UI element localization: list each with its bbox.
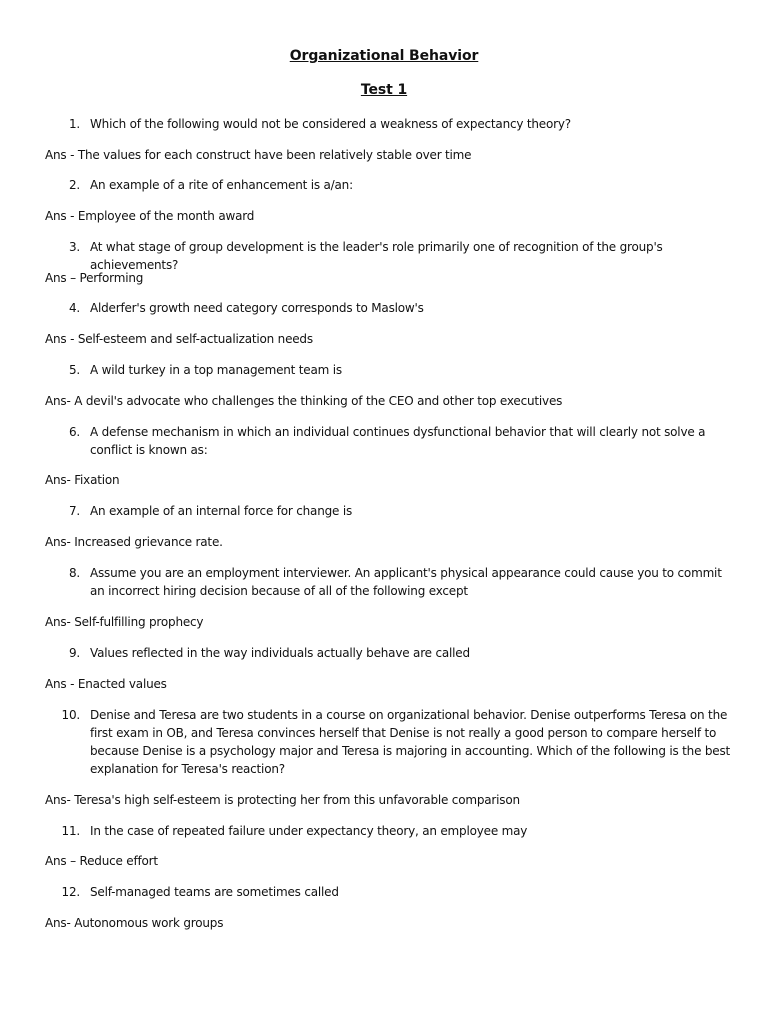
question-text: Values reflected in the way individuals actually behave are called bbox=[90, 646, 470, 660]
question-text: Assume you are an employment interviewer. An applicant's physical appearance could cause you to commit an incorrect hiring decision because of all of the following except bbox=[90, 566, 722, 598]
qa-item-9 bbox=[0, 644, 768, 691]
question-text: At what stage of group development is the leader's role primarily one of recognition of the group's achievements? bbox=[90, 240, 663, 272]
question-number: 4. bbox=[68, 301, 80, 315]
answer: Ans- A devil's advocate who challenges the thinking of the CEO and other top executives bbox=[45, 394, 563, 408]
question-number: 3. bbox=[68, 240, 80, 254]
question-text: A wild turkey in a top management team is bbox=[90, 363, 342, 377]
question-text: An example of an internal force for change is bbox=[90, 504, 353, 518]
answer: Ans- Self-fulfilling prophecy bbox=[45, 615, 204, 629]
qa-item-11 bbox=[0, 822, 768, 868]
qa-item-7 bbox=[0, 502, 768, 549]
answer: Ans- Increased grievance rate. bbox=[45, 535, 223, 549]
answer: Ans - The values for each construct have been relatively stable over time bbox=[45, 148, 472, 162]
question-number: 6. bbox=[68, 425, 80, 439]
question bbox=[0, 502, 768, 520]
question-number: 1. bbox=[68, 117, 80, 131]
question bbox=[0, 361, 768, 379]
question-text: Alderfer's growth need category corresponds to Maslow's bbox=[90, 301, 424, 315]
qa-item-1 bbox=[0, 115, 768, 162]
answer: Ans - Self-esteem and self-actualization needs bbox=[45, 332, 313, 346]
question-text: A defense mechanism in which an individual continues dysfunctional behavior that will clearly not solve a conflict is known as: bbox=[90, 425, 706, 457]
answer: Ans - Employee of the month award bbox=[45, 209, 255, 223]
qa-item-3 bbox=[0, 238, 768, 285]
qa-item-5 bbox=[0, 361, 768, 408]
question-number: 5. bbox=[68, 363, 80, 377]
question-number: 8. bbox=[68, 566, 80, 580]
qa-item-8 bbox=[0, 564, 768, 629]
question bbox=[0, 423, 768, 459]
answer: Ans- Teresa's high self-esteem is protecting her from this unfavorable comparison bbox=[45, 793, 520, 807]
question bbox=[0, 644, 768, 662]
question bbox=[0, 883, 768, 901]
answer: Ans - Enacted values bbox=[45, 677, 167, 691]
answer: Ans – Performing bbox=[45, 271, 144, 285]
qa-item-12 bbox=[0, 883, 768, 930]
qa-item-10 bbox=[0, 706, 768, 807]
answer: Ans- Autonomous work groups bbox=[45, 916, 224, 930]
question bbox=[0, 822, 768, 840]
qa-item-4 bbox=[0, 299, 768, 346]
qa-item-6 bbox=[0, 423, 768, 487]
question-number: 10. bbox=[61, 708, 80, 722]
question bbox=[0, 115, 768, 133]
question-text: Self-managed teams are sometimes called bbox=[90, 885, 339, 899]
qa-item-2 bbox=[0, 176, 768, 223]
document-title: Organizational Behavior bbox=[289, 48, 479, 64]
question-number: 7. bbox=[68, 504, 80, 518]
question-text: Which of the following would not be considered a weakness of expectancy theory? bbox=[90, 117, 571, 131]
question-number: 9. bbox=[68, 646, 80, 660]
question bbox=[0, 706, 768, 778]
question-text: Denise and Teresa are two students in a course on organizational behavior. Denise outperforms Teresa on the first exam in OB, and Teresa convinces herself that Denise is not really a good person to compare herself to because Denise is a psychology major and Teresa is majoring in accounting. Which of the following is the best explanation for Teresa's reaction? bbox=[90, 708, 731, 776]
document-subtitle: Test 1 bbox=[360, 82, 408, 98]
question-number: 2. bbox=[68, 178, 80, 192]
question-number: 12. bbox=[61, 885, 80, 899]
question bbox=[0, 564, 768, 600]
question-text: An example of a rite of enhancement is a/an: bbox=[90, 178, 353, 192]
question-number: 11. bbox=[61, 824, 80, 838]
answer: Ans- Fixation bbox=[45, 473, 120, 487]
question bbox=[0, 299, 768, 317]
question bbox=[0, 176, 768, 194]
answer: Ans – Reduce effort bbox=[45, 854, 158, 868]
question-text: In the case of repeated failure under expectancy theory, an employee may bbox=[90, 824, 528, 838]
